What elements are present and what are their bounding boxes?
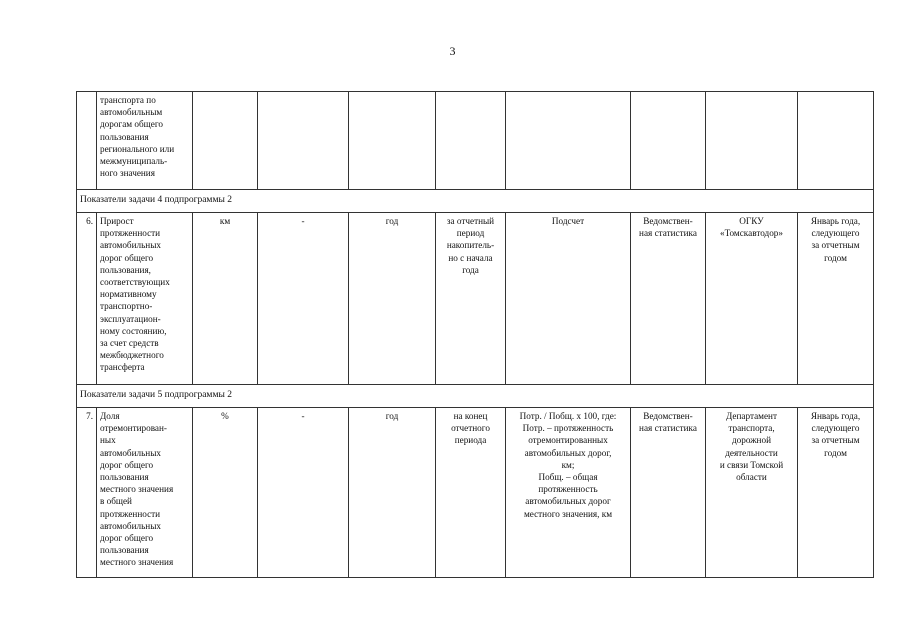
- indicator-name: Прирост протяженности автомобильных дорог общего пользования, соответствующих нормативному транспортно- эксплуатацион- ному состоянию, за счет средств межбюджетного трансферта: [97, 213, 193, 385]
- calc-method: Потр. / Побщ. x 100, где: Потр. – протяженность отремонтированных автомобильных дорог, км; Побщ. – общая протяженность автомобильных дорог местного значения, км: [506, 408, 631, 578]
- section-title: Показатели задачи 5 подпрограммы 2: [77, 385, 874, 408]
- indicator-type: за отчетный период накопитель- но с начала года: [436, 213, 506, 385]
- cell-term: [798, 92, 874, 190]
- table-row-continuation: [77, 92, 874, 190]
- indicator-type: на конец отчетного периода: [436, 408, 506, 578]
- section-row-task4: [77, 190, 874, 213]
- section-title: Показатели задачи 4 подпрограммы 2: [77, 190, 874, 213]
- unit: км: [193, 213, 258, 385]
- calc-method: Подсчет: [506, 213, 631, 385]
- cell-method: [506, 92, 631, 190]
- cell-source: [631, 92, 706, 190]
- cell-type: [436, 92, 506, 190]
- cell-responsible: [706, 92, 798, 190]
- cell-dash: [258, 92, 349, 190]
- dash-value: -: [258, 213, 349, 385]
- data-source: Ведомствен- ная статистика: [631, 408, 706, 578]
- indicator-name: Доля отремонтирован- ных автомобильных дорог общего пользования местного значения в общей протяженности автомобильных дорог общего пользования местного значения: [97, 408, 193, 578]
- row-number: 6.: [77, 213, 97, 385]
- cell-period: [349, 92, 436, 190]
- cell-name: транспорта по автомобильным дорогам общего пользования регионального или межмуниципаль- ного значения: [97, 92, 193, 190]
- term: Январь года, следующего за отчетным годом: [798, 213, 874, 385]
- indicators-table: [76, 91, 874, 578]
- responsible: ОГКУ «Томскавтодор»: [706, 213, 798, 385]
- cell-num: [77, 92, 97, 190]
- dash-value: -: [258, 408, 349, 578]
- table-row-6: [77, 213, 874, 385]
- responsible: Департамент транспорта, дорожной деятельности и связи Томской области: [706, 408, 798, 578]
- term: Январь года, следующего за отчетным годом: [798, 408, 874, 578]
- periodicity: год: [349, 213, 436, 385]
- page-number: 3: [449, 44, 456, 58]
- table-row-7: [77, 408, 874, 578]
- row-number: 7.: [77, 408, 97, 578]
- unit: %: [193, 408, 258, 578]
- data-source: Ведомствен- ная статистика: [631, 213, 706, 385]
- section-row-task5: [77, 385, 874, 408]
- cell-unit: [193, 92, 258, 190]
- periodicity: год: [349, 408, 436, 578]
